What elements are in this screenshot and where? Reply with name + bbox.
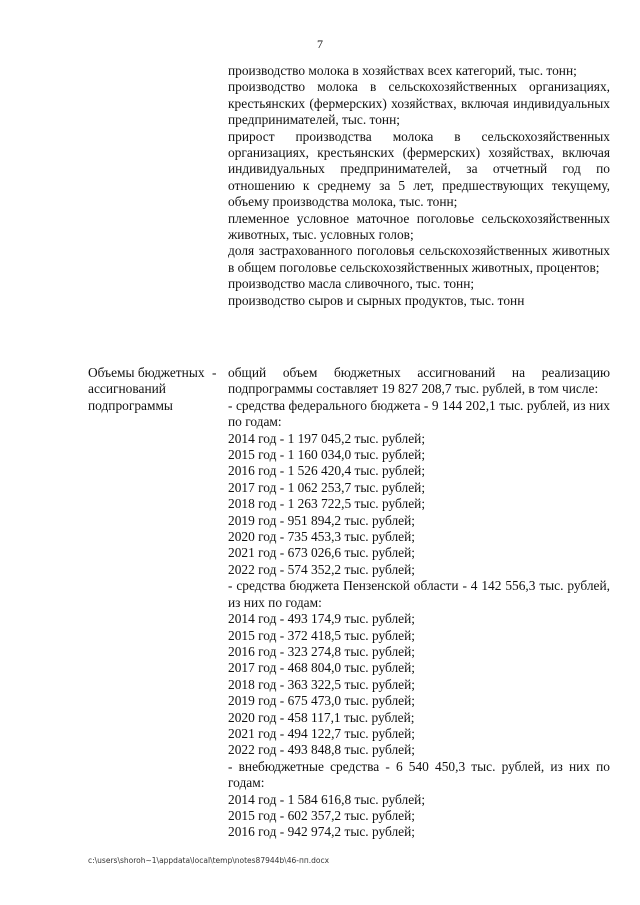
year-line: 2016 год - 942 974,2 тыс. рублей; (228, 824, 415, 840)
year-line: 2014 год - 1 197 045,2 тыс. рублей; (228, 430, 426, 446)
regional-years (228, 611, 610, 759)
section-dash: - (212, 365, 217, 380)
indicator-item: прирост производства молока в сельскохозяйственных организациях, крестьянских (фермерских) хозяйствах, включая индивидуальных предпринимателей, за отчетный год по отношению к среднему за 5 лет, предшествующих текущему, объему производства молока, тыс. тонн; (228, 128, 610, 210)
year-line: 2015 год - 372 418,5 тыс. рублей; (228, 627, 415, 643)
indicator-item: доля застрахованного поголовья сельскохозяйственных животных в общем поголовье сельскохозяйственных животных, процентов; (228, 243, 610, 275)
section-label: Объемы бюджетных ассигнований подпрограммы (88, 365, 205, 413)
year-line: 2022 год - 574 352,2 тыс. рублей; (228, 561, 415, 577)
funding-intro: общий объем бюджетных ассигнований на реализацию подпрограммы составляет 19 827 208,7 тыс. рублей, в том числе: (228, 365, 610, 397)
page-number: 7 (317, 37, 323, 51)
indicator-item: производство сыров и сырных продуктов, тыс. тонн (228, 292, 525, 308)
federal-years (228, 431, 610, 579)
funding-block (228, 365, 610, 841)
year-line: 2018 год - 1 263 722,5 тыс. рублей; (228, 496, 426, 512)
federal-header: - средства федерального бюджета - 9 144 202,1 тыс. рублей, из них по годам: (228, 397, 610, 430)
year-line: 2015 год - 1 160 034,0 тыс. рублей; (228, 447, 426, 463)
year-line: 2017 год - 468 804,0 тыс. рублей; (228, 660, 415, 676)
indicator-item: производство молока в хозяйствах всех категорий, тыс. тонн; (228, 63, 577, 78)
file-path-footer: c:\users\shoroh~1\appdata\local\temp\notes87944b\46-пп.docx (88, 856, 330, 865)
year-line: 2019 год - 675 473,0 тыс. рублей; (228, 693, 415, 709)
year-line: 2022 год - 493 848,8 тыс. рублей; (228, 742, 415, 758)
year-line: 2017 год - 1 062 253,7 тыс. рублей; (228, 479, 426, 495)
year-line: 2020 год - 735 453,3 тыс. рублей; (228, 529, 415, 545)
year-line: 2015 год - 602 357,2 тыс. рублей; (228, 807, 415, 823)
year-line: 2021 год - 494 122,7 тыс. рублей; (228, 725, 415, 741)
year-line: 2016 год - 323 274,8 тыс. рублей; (228, 643, 415, 659)
year-line: 2014 год - 493 174,9 тыс. рублей; (228, 611, 415, 627)
indicator-item: производство молока в сельскохозяйственных организациях, крестьянских (фермерских) хозяйствах, включая индивидуальных предпринимателей, тыс. тонн; (228, 79, 610, 128)
year-line: 2014 год - 1 584 616,8 тыс. рублей; (228, 791, 426, 807)
indicator-item: племенное условное маточное поголовье сельскохозяйственных животных, тыс. условных голов; (228, 210, 610, 243)
year-line: 2019 год - 951 894,2 тыс. рублей; (228, 512, 415, 528)
indicator-item: производство масла сливочного, тыс. тонн; (228, 276, 475, 292)
regional-header: - средства бюджета Пензенской области - 4 142 556,3 тыс. рублей, из них по годам: (228, 578, 610, 610)
indicators-list (228, 63, 610, 309)
year-line: 2020 год - 458 117,1 тыс. рублей; (228, 709, 415, 725)
year-line: 2016 год - 1 526 420,4 тыс. рублей; (228, 463, 426, 479)
year-line: 2018 год - 363 322,5 тыс. рублей; (228, 676, 415, 692)
year-line: 2021 год - 673 026,6 тыс. рублей; (228, 545, 415, 561)
extrabudgetary-years (228, 792, 610, 841)
extrabudgetary-header: - внебюджетные средства - 6 540 450,3 тыс. рублей, из них по годам: (228, 758, 610, 791)
